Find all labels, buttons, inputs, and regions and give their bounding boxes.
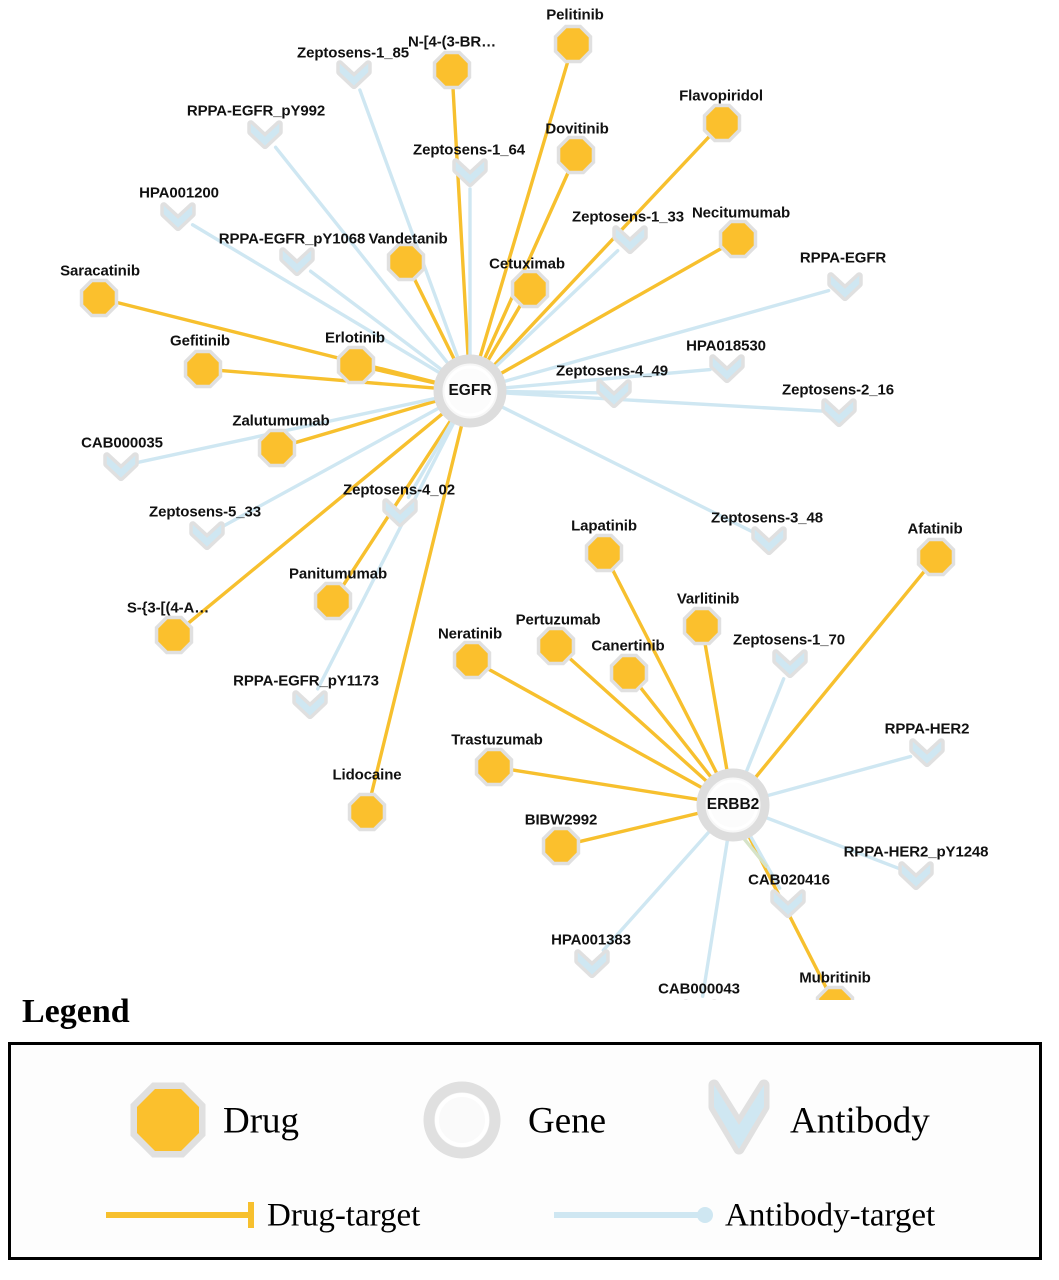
edge-drug-bibw2992 [578,804,710,842]
antibody-node-cab000035[interactable] [107,456,136,478]
drug-label-lidocaine: Lidocaine [332,766,402,784]
drug-label-pelitinib: Pelitinib [546,6,604,24]
drug-node-erlotinib[interactable] [340,349,371,380]
antibody-label-cab000043: CAB000043 [658,980,740,998]
drug-node-varlitinib[interactable] [686,610,717,641]
antibody-node-rppa-egfr[interactable] [831,276,860,298]
antibody-node-zeptosens-5_33[interactable] [193,525,222,547]
edge-antibody-rppa-her2 [754,756,911,802]
antibody-label-rppa-egfr_py992: RPPA-EGFR_pY992 [186,102,326,120]
antibody-node-rppa-egfr_py1173[interactable] [296,694,325,716]
antibody-label-zeptosens-1_70: Zeptosens-1_70 [733,631,845,649]
antibody-label-zeptosens-4_49: Zeptosens-4_49 [556,362,668,380]
drug-node-s-3-4-a[interactable] [158,619,189,650]
edge-drug-pelitinib [471,60,568,368]
drug-node-trastuzumab[interactable] [478,751,509,782]
gene-label-erbb2: ERBB2 [706,796,760,813]
legend-title: Legend [22,993,130,1030]
antibody-node-zeptosens-1_70[interactable] [776,653,805,675]
edges-layer [115,60,925,996]
edge-antibody-rppa-egfr_py1173 [318,410,463,689]
drug-label-afatinib: Afatinib [907,520,963,538]
gene-label-egfr: EGFR [448,382,492,399]
drug-label-zalutumumab: Zalutumumab [232,412,330,430]
drug-node-dovitinib[interactable] [560,139,591,170]
drug-node-vandetanib[interactable] [390,246,421,277]
antibody-node-rppa-egfr_py992[interactable] [251,124,280,146]
antibody-label-hpa001200: HPA001200 [139,184,219,202]
drug-node-flavopiridol[interactable] [706,107,737,138]
edge-drug-afatinib [744,570,925,789]
legend-drug-target-edge [106,1202,251,1228]
antibody-node-hpa001200[interactable] [164,206,193,228]
drug-label-flavopiridol: Flavopiridol [679,87,763,105]
antibody-node-hpa001383[interactable] [578,953,607,975]
legend-gene-icon [429,1087,495,1153]
antibody-label-rppa-egfr: RPPA-EGFR [799,249,887,267]
drug-node-lapatinib[interactable] [588,537,619,568]
drug-label-canertinib: Canertinib [591,637,665,655]
drug-node-afatinib[interactable] [920,541,951,572]
legend-antibody-icon [714,1085,764,1149]
antibody-node-zeptosens-3_48[interactable] [755,530,784,552]
legend-box [8,1042,1042,1260]
antibody-label-rppa-egfr_py1068: RPPA-EGFR_pY1068 [218,230,366,248]
edge-antibody-cab000043 [703,826,733,996]
antibody-label-hpa018530: HPA018530 [686,337,766,355]
drug-label-vandetanib: Vandetanib [368,230,448,248]
antibody-label-cab020416: CAB020416 [748,871,830,889]
antibody-label-zeptosens-1_85: Zeptosens-1_85 [297,44,409,62]
drug-label-erlotinib: Erlotinib [325,329,385,347]
drug-node-canertinib[interactable] [613,657,644,688]
antibody-label-hpa001383: HPA001383 [551,931,631,949]
legend-drug-icon [137,1089,199,1151]
antibody-label-rppa-egfr_py1173: RPPA-EGFR_pY1173 [233,672,379,690]
legend [0,985,1059,1280]
drug-label-saracatinib: Saracatinib [60,262,140,280]
legend-antibody-target-edge [554,1207,713,1223]
drug-label-cetuximab: Cetuximab [489,255,565,273]
drug-label-neratinib: Neratinib [437,625,503,643]
antibody-label-zeptosens-5_33: Zeptosens-5_33 [149,503,261,521]
drug-label-n-4-3-br: N-[4-(3-BR… [407,33,497,51]
antibody-node-zeptosens-1_85[interactable] [340,64,369,86]
drug-label-trastuzumab: Trastuzumab [451,731,543,749]
drug-label-gefitinib: Gefitinib [170,332,230,350]
antibody-label-zeptosens-4_02: Zeptosens-4_02 [343,481,455,499]
drug-label-pertuzumab: Pertuzumab [515,611,601,629]
antibody-node-rppa-her2_py1248[interactable] [902,865,931,887]
drug-node-cetuximab[interactable] [514,273,545,304]
drug-label-necitumumab: Necitumumab [691,204,791,222]
drug-label-dovitinib: Dovitinib [545,120,609,138]
drug-node-panitumumab[interactable] [317,585,348,616]
drug-node-n-4-3-br[interactable] [436,54,467,85]
drug-label-varlitinib: Varlitinib [676,590,740,608]
antibody-label-zeptosens-2_16: Zeptosens-2_16 [782,381,894,399]
legend-label-antibody-target: Antibody-target [725,1197,936,1234]
drug-node-saracatinib[interactable] [83,282,114,313]
antibody-node-hpa018530[interactable] [713,358,742,380]
drug-label-bibw2992: BIBW2992 [524,811,598,829]
legend-label-gene: Gene [528,1100,607,1142]
legend-label-antibody: Antibody [790,1100,930,1142]
drug-node-lidocaine[interactable] [351,796,382,827]
antibody-node-zeptosens-4_02[interactable] [386,502,415,524]
edge-drug-gefitinib [220,370,445,395]
drug-node-pertuzumab[interactable] [540,630,571,661]
antibody-label-zeptosens-1_64: Zeptosens-1_64 [413,141,525,159]
drug-label-lapatinib: Lapatinib [571,517,637,535]
legend-label-drug-target: Drug-target [267,1197,421,1234]
edge-drug-n-4-3-br [453,87,476,365]
drug-node-bibw2992[interactable] [545,830,576,861]
antibody-node-cab020416[interactable] [774,893,803,915]
drug-node-zalutumumab[interactable] [261,432,292,463]
drug-label-mubritinib: Mubritinib [799,969,871,987]
antibody-label-cab000035: CAB000035 [81,434,163,452]
drug-node-necitumumab[interactable] [722,223,753,254]
drug-node-gefitinib[interactable] [187,353,218,384]
drug-node-pelitinib[interactable] [557,28,588,59]
antibody-label-rppa-her2: RPPA-HER2 [884,720,970,738]
antibody-node-rppa-egfr_py1068[interactable] [283,251,312,273]
antibody-label-zeptosens-3_48: Zeptosens-3_48 [711,509,823,527]
antibody-node-zeptosens-1_64[interactable] [456,162,485,184]
antibody-label-zeptosens-1_33: Zeptosens-1_33 [572,208,684,226]
antibody-node-zeptosens-1_33[interactable] [616,229,645,251]
legend-label-drug: Drug [223,1100,300,1142]
antibody-label-rppa-her2_py1248: RPPA-HER2_pY1248 [843,843,989,861]
antibody-node-zeptosens-2_16[interactable] [825,402,854,424]
drug-label-s-3-4-a: S-{3-[(4-A… [126,599,210,617]
drug-node-neratinib[interactable] [456,644,487,675]
drug-label-panitumumab: Panitumumab [288,565,388,583]
antibody-node-rppa-her2[interactable] [913,742,942,764]
